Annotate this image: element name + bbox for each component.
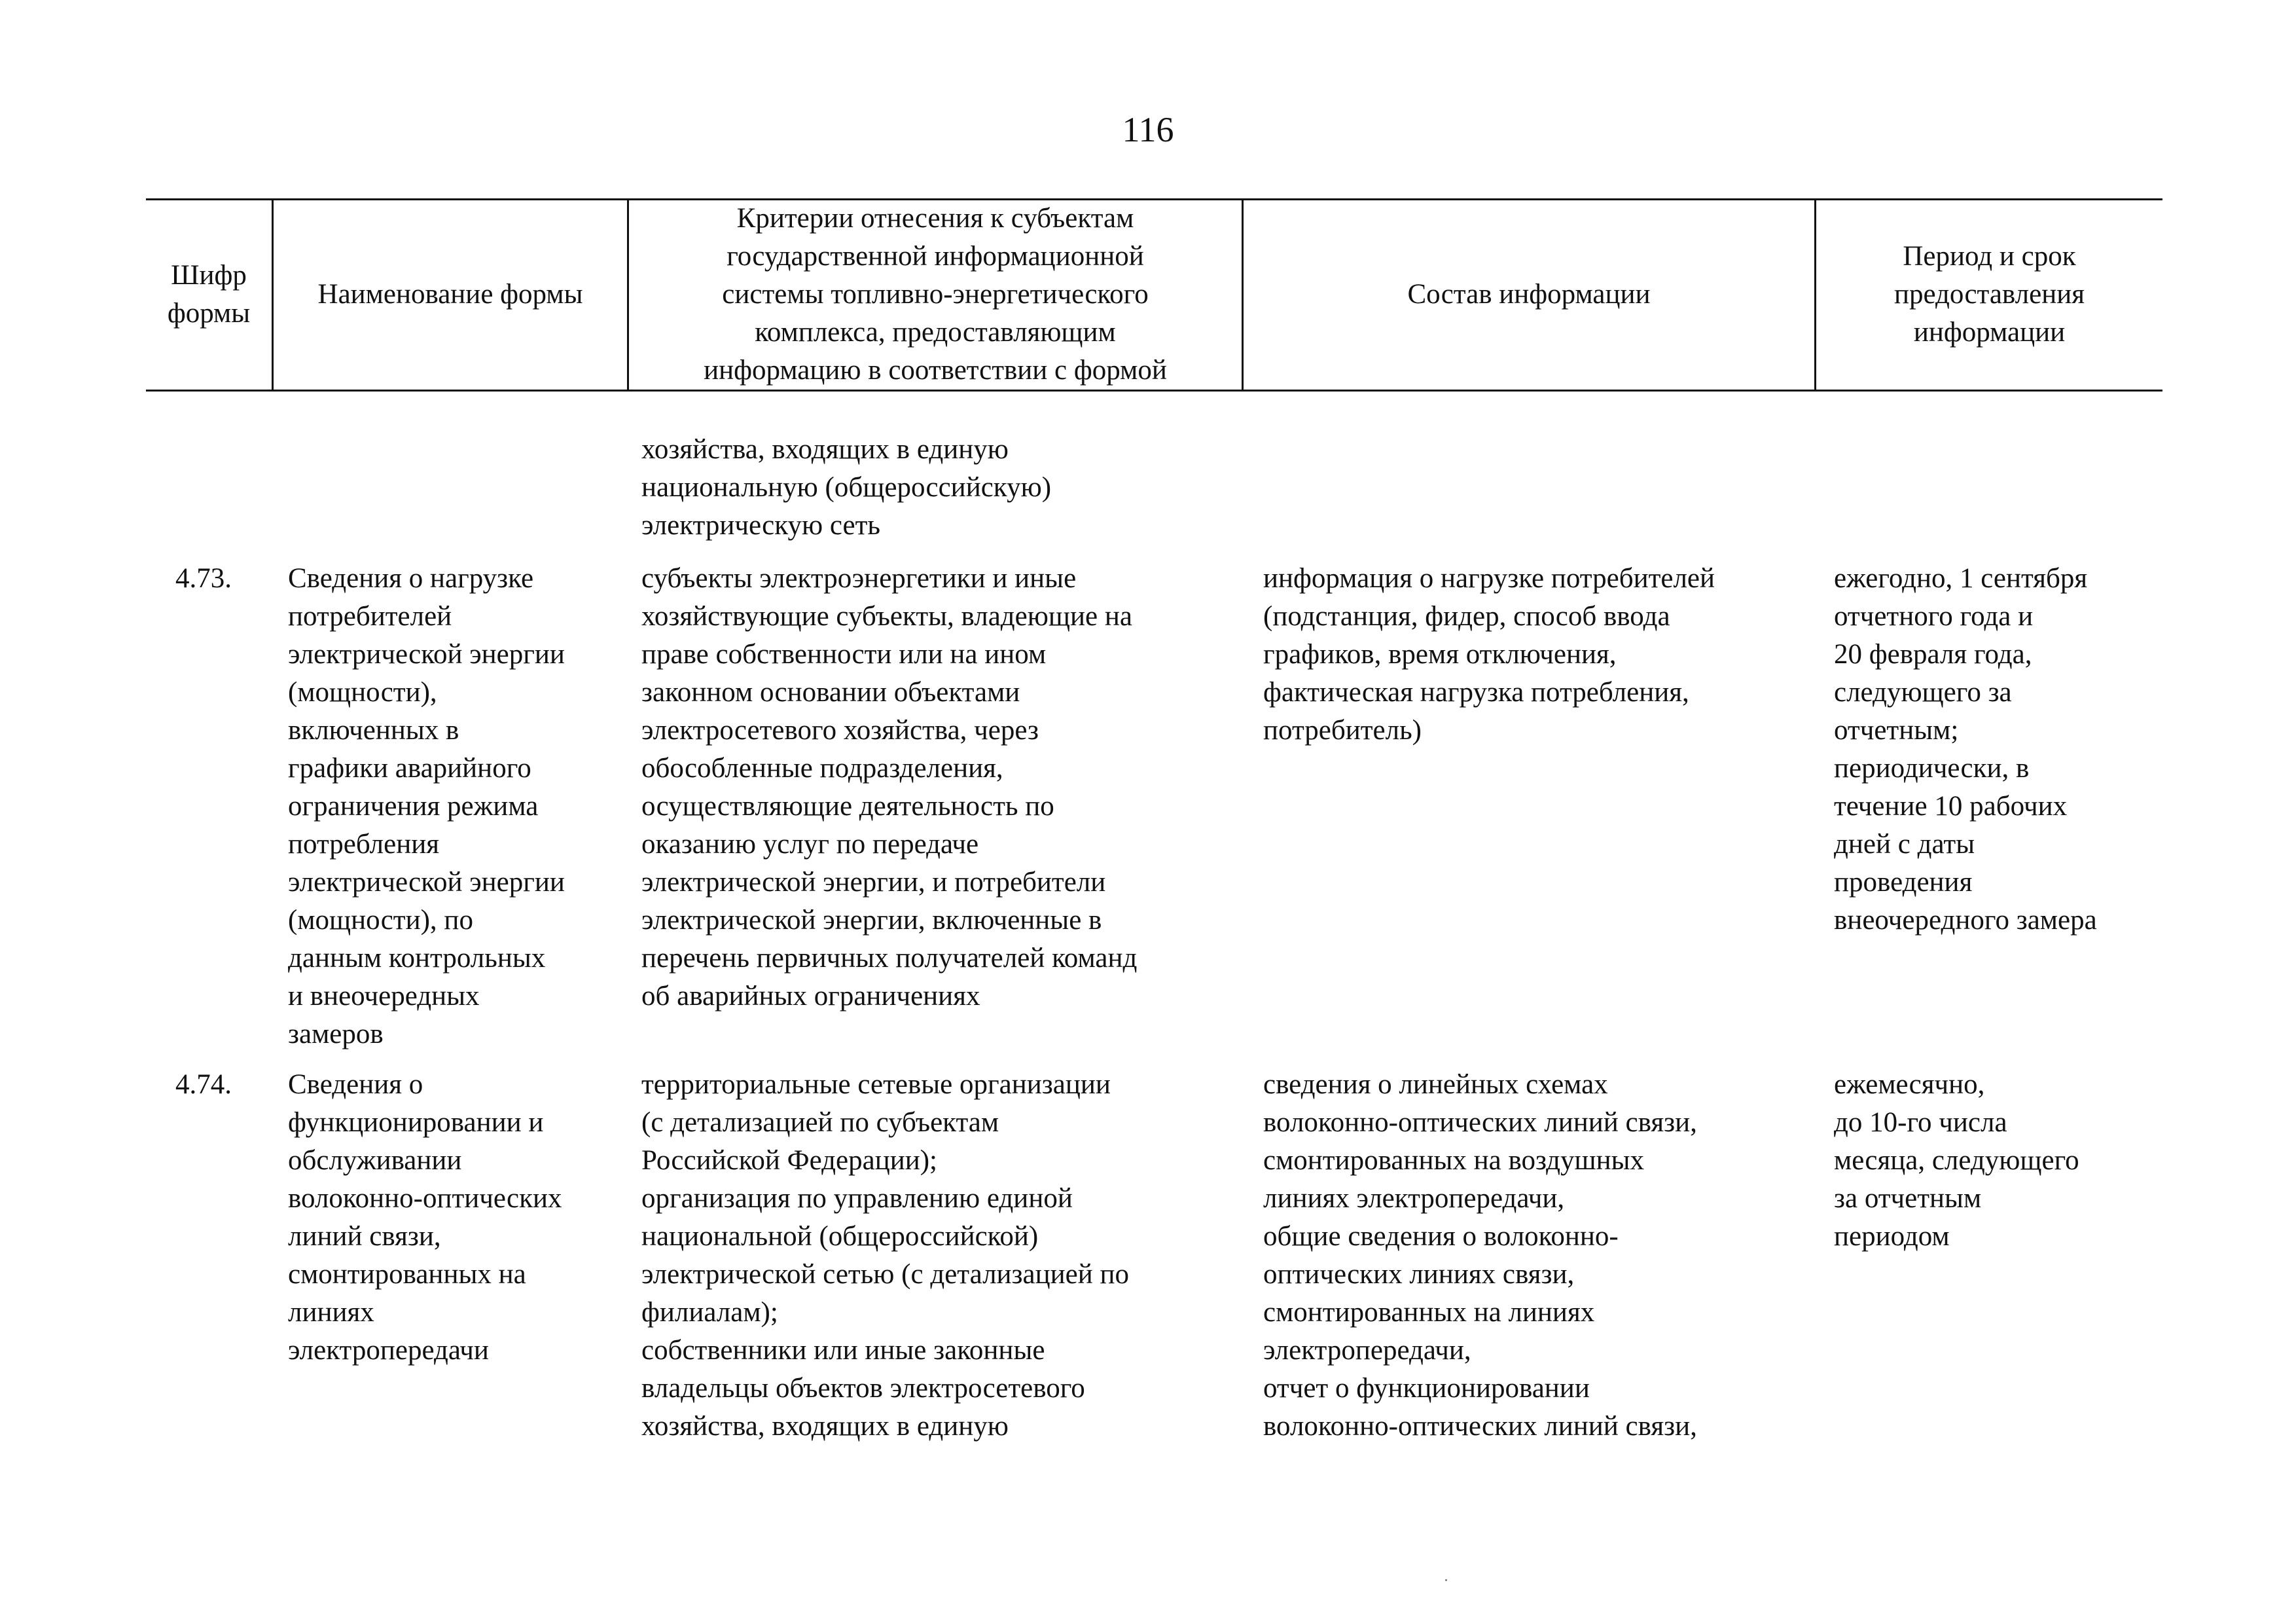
row-code: 4.73. xyxy=(175,563,232,594)
row-form-name: Сведения о функционировании и обслуживании волоконно-оптических линий связи, смонтированных на линиях электропередачи xyxy=(288,1069,562,1366)
row-info-composition: информация о нагрузке потребителей (подстанция, фидер, способ ввода графиков, время отключения, фактическая нагрузка потребления, потребитель) xyxy=(1263,563,1715,746)
row-form-name: Сведения о нагрузке потребителей электрической энергии (мощности), включенных в графики аварийного ограничения режима потребления электрической энергии (мощности), по данным контрольных и внеочередных замеров xyxy=(288,563,565,1049)
scan-speck xyxy=(1445,1579,1447,1581)
row-criteria: территориальные сетевые организации (с детализацией по субъектам Российской Федерации); организация по управлению единой национальной (общероссийской) электрической сетью (с детализацией по филиалам); собственники или иные законные владельцы объектов электросетевого хозяйства, входящих в единую xyxy=(641,1069,1130,1442)
row-period: ежемесячно, до 10-го числа месяца, следующего за отчетным периодом xyxy=(1834,1069,2079,1252)
continuation-criteria-text: хозяйства, входящих в единую национальную (общероссийскую) электрическую сеть xyxy=(641,434,1052,541)
header-criteria: Критерии отнесения к субъектам государственной информационной системы топливно-энергетического комплекса, предоставляющим информацию в соответствии с формой xyxy=(704,203,1167,386)
header-info-composition: Состав информации xyxy=(1407,279,1651,310)
row-period: ежегодно, 1 сентября отчетного года и 20 февраля года, следующего за отчетным; периодически, в течение 10 рабочих дней с даты проведения внеочередного замера xyxy=(1834,563,2097,936)
row-criteria: субъекты электроэнергетики и иные хозяйствующие субъекты, владеющие на праве собственности или на ином законном основании объектами электросетевого хозяйства, через обособленные подразделения, осуществляющие деятельность по оказанию услуг по передаче электрической энергии, и потребители электрической энергии, включенные в перечень первичных получателей команд об аварийных ограничениях xyxy=(641,563,1138,1012)
table-header-bottom-rule xyxy=(146,390,2162,392)
row-code: 4.74. xyxy=(175,1069,232,1100)
header-code: Шифр формы xyxy=(167,260,251,329)
page-number: 116 xyxy=(1122,110,1174,149)
header-form-name: Наименование формы xyxy=(317,279,583,310)
header-period: Период и срок предоставления информации xyxy=(1893,241,2085,348)
row-info-composition: сведения о линейных схемах волоконно-оптических линий связи, смонтированных на воздушных линиях электропередачи, общие сведения о волоконно- оптических линиях связи, смонтированных на линиях электропередачи, отчет о функционировании волоконно-оптических линий связи, xyxy=(1263,1069,1697,1442)
